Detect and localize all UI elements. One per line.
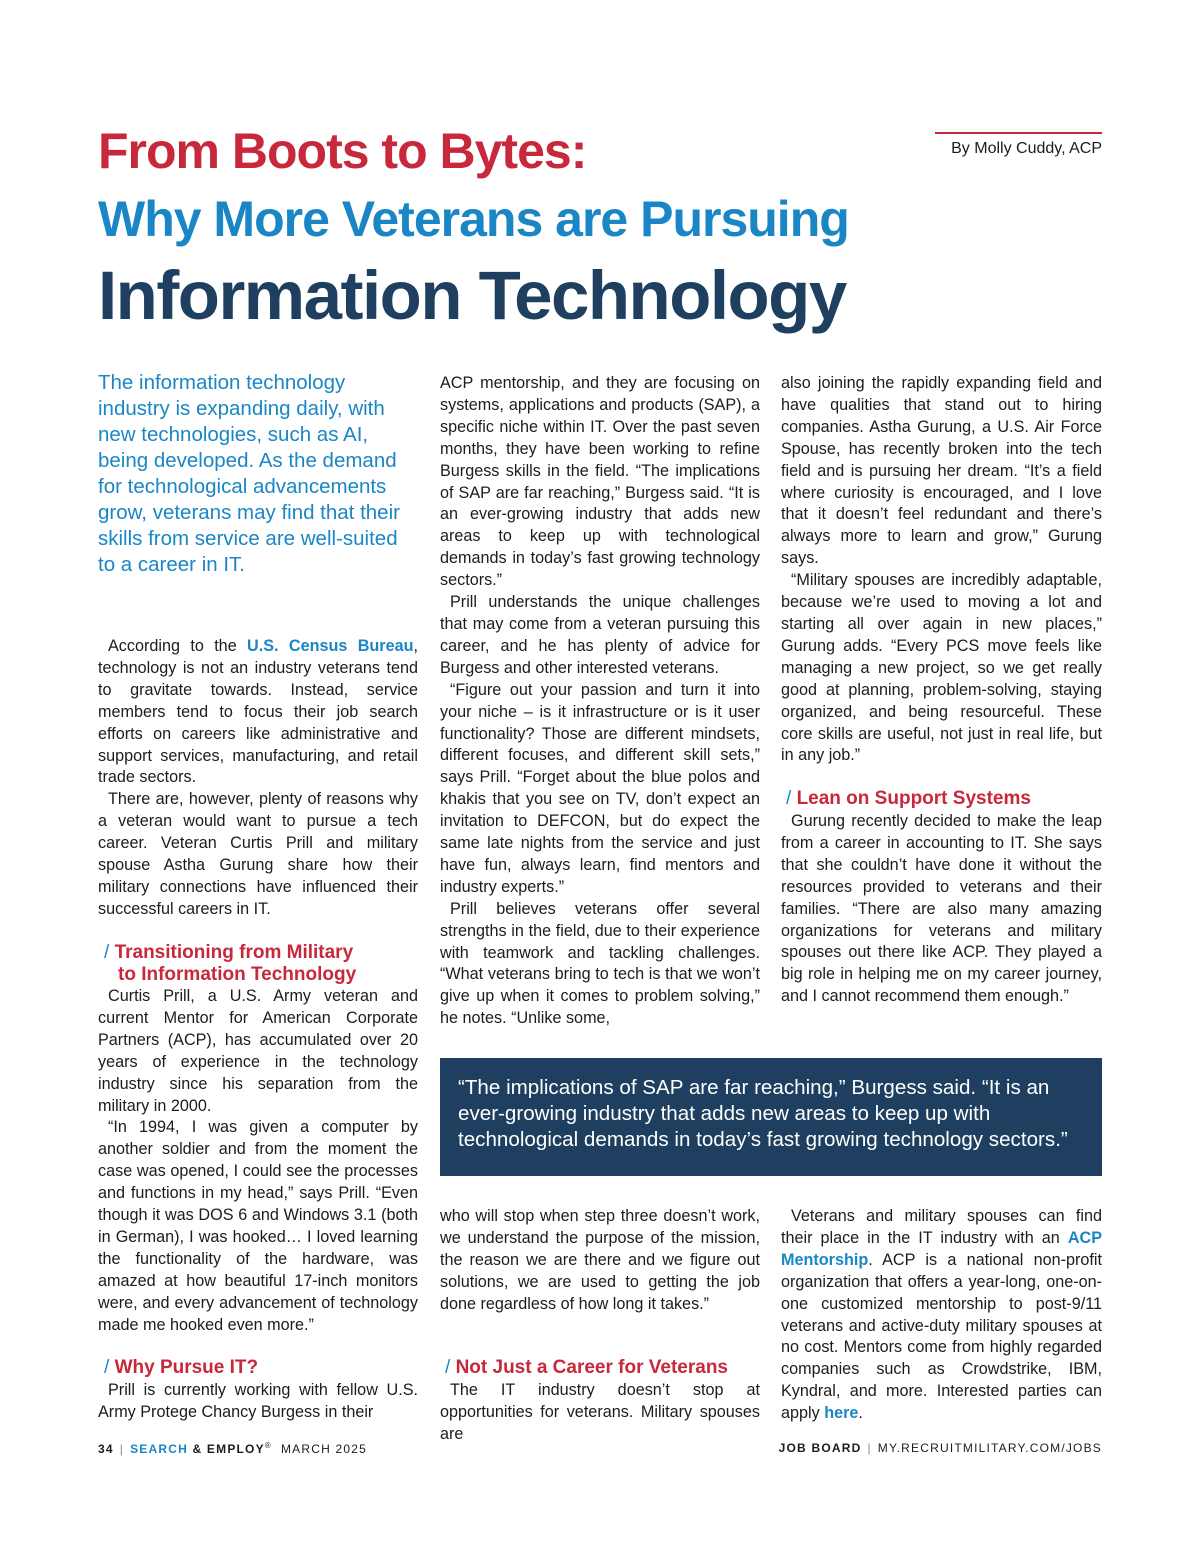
title-line-2: Why More Veterans are Pursuing [98,191,849,247]
issue-date: MARCH 2025 [280,1442,368,1456]
column-3-body-3 [781,1206,1102,1425]
census-bureau-link[interactable]: U.S. Census Bureau [247,637,414,655]
paragraph: There are, however, plenty of reasons why a veteran would want to pursue a tech career. Veteran Curtis Prill and military spouse Astha Gurung share how their military connections have influenced their successful careers in IT. [98,790,418,918]
paragraph: “Figure out your passion and turn it into your niche – is it infrastructure or is it user functionality? Those are different mindsets, different focuses, and different skill sets,” says Prill. “Forget about the blue polos and khakis that you see on TV, don’t expect an invitation to DEFCON, but do expect the same late nights from the service and just have fun, always learn, find mentors and industry experts.” [440,680,760,896]
column-2-body-2 [440,1206,760,1316]
section-heading-not-just-career: / Not Just a Career for Veterans [445,1357,729,1378]
acp-mentorship-link[interactable]: ACP Mentorship [781,1228,1102,1269]
paragraph: who will stop when step three doesn’t work, we understand the purpose of the mission, the reason we are there and we figure out solutions, we are used to getting the job done regardless of how long it takes.” [440,1207,760,1313]
paragraph: Prill believes veterans offer several strengths in the field, due to their experience with teamwork and tackling challenges. “What veterans bring to tech is that we won’t give up when it comes to problem solving,” he notes. “Unlike some, [440,899,760,1028]
paragraph: Gurung recently decided to make the leap from a career in accounting to IT. She says that she couldn’t have done it without the resources provided to veterans and their families. “There are also many amazing organizations for veterans and military spouses out there like ACP. They played a big role in helping me on my career journey, and I cannot recommend them enough.” [781,812,1102,1006]
paragraph: Prill understands the unique challenges that may come from a veteran pursuing this career, and he has plenty of advice for Burgess and other interested veterans. [440,593,760,677]
intro-deck: The information technology industry is expanding daily, with new technologies, such as AI, being developed. As the demand for technological advancements grow, veterans may find that their skills from service are well-suited to a career in IT. [98,371,400,576]
pull-quote: “The implications of SAP are far reaching,” Burgess said. “It is an ever-growing industry that adds new areas to keep up with technological demands in today’s fast growing technology sectors.” [440,1058,1102,1176]
paragraph: Curtis Prill, a U.S. Army veteran and current Mentor for American Corporate Partners (ACP), has accumulated over 20 years of experience in the technology industry since his separation from the military in 2000. [98,987,418,1115]
column-2-body-3 [440,1380,760,1446]
byline-rule [935,132,1102,134]
column-1-body-3 [98,1380,418,1424]
magazine-name: SEARCH [130,1442,188,1456]
footer-url[interactable]: MY.RECRUITMILITARY.COM/JOBS [877,1441,1102,1455]
paragraph: ACP mentorship, and they are focusing on systems, applications and products (SAP), a specific niche within IT. Over the past seven months, they have been working to refine Burgess skills in the field. “The implications of SAP are far reaching,” Burgess said. “It is an ever-growing industry that adds new areas to keep up with technological demands in today’s fast growing technology sectors.” [440,374,760,590]
paragraph: Veterans and military spouses can find their place in the IT industry with an ACP Mentorship. ACP is a national non-profit organization that offers a year-long, one-on-one customized mentorship to post-9/11 veterans and active-duty military spouses at no cost. Mentors come from highly regarded companies such as Crowdstrike, IBM, Kyndral, and more. Interested parties can apply here. [781,1207,1102,1423]
column-3-body [781,373,1102,767]
column-3-body-2 [781,811,1102,1008]
paragraph: The IT industry doesn’t stop at opportunities for veterans. Military spouses are [440,1381,760,1443]
apply-here-link[interactable]: here [824,1404,859,1423]
footer-left: 34 | SEARCH & EMPLOY® MARCH 2025 [98,1441,368,1456]
byline: By Molly Cuddy, ACP [951,140,1102,157]
section-heading-why-pursue: / Why Pursue IT? [104,1357,259,1378]
page-number: 34 [98,1442,114,1456]
column-1-body-2 [98,986,418,1337]
paragraph: “Military spouses are incredibly adaptable, because we’re used to moving a lot and starting all over again in new places,” Gurung adds. “Every PCS move feels like managing a new project, so we get really good at planning, problem-solving, staying organized, and being resourceful. These core skills are useful, not just in real life, but in any job.” [781,571,1102,765]
section-heading-lean-on-support: / Lean on Support Systems [786,788,1031,809]
section-heading-transitioning: / Transitioning from Military to Information Technology [104,942,357,985]
column-2-body [440,373,760,1030]
title-line-3: Information Technology [98,257,846,334]
column-1-body [98,636,418,921]
title-line-1: From Boots to Bytes: [98,123,587,179]
paragraph: Prill is currently working with fellow U.S. Army Protege Chancy Burgess in their [98,1381,418,1421]
paragraph: “In 1994, I was given a computer by another soldier and from the moment the case was opened, I could see the processes and functions in my head,” says Prill. “Even though it was DOS 6 and Windows 3.1 (both in German), I was hooked… I loved learning the functionality of the hardware, was amazed at how beautiful 17-inch monitors were, and every advancement of technology made me hooked even more.” [98,1118,418,1334]
paragraph: also joining the rapidly expanding field and have qualities that stand out to hiring companies. Astha Gurung, a U.S. Air Force Spouse, has recently broken into the tech field and is pursuing her dream. “It’s a field where curiosity is encouraged, and I love that it doesn’t feel redundant and there’s always more to learn and grow,” Gurung says. [781,374,1102,568]
section-name: JOB BOARD [778,1441,862,1455]
paragraph: According to the U.S. Census Bureau, technology is not an industry veterans tend to gravitate towards. Instead, service members tend to focus their job search efforts on careers like administrative and support services, manufacturing, and retail trade sectors. [98,637,418,787]
footer-right: JOB BOARD | MY.RECRUITMILITARY.COM/JOBS [778,1441,1102,1455]
